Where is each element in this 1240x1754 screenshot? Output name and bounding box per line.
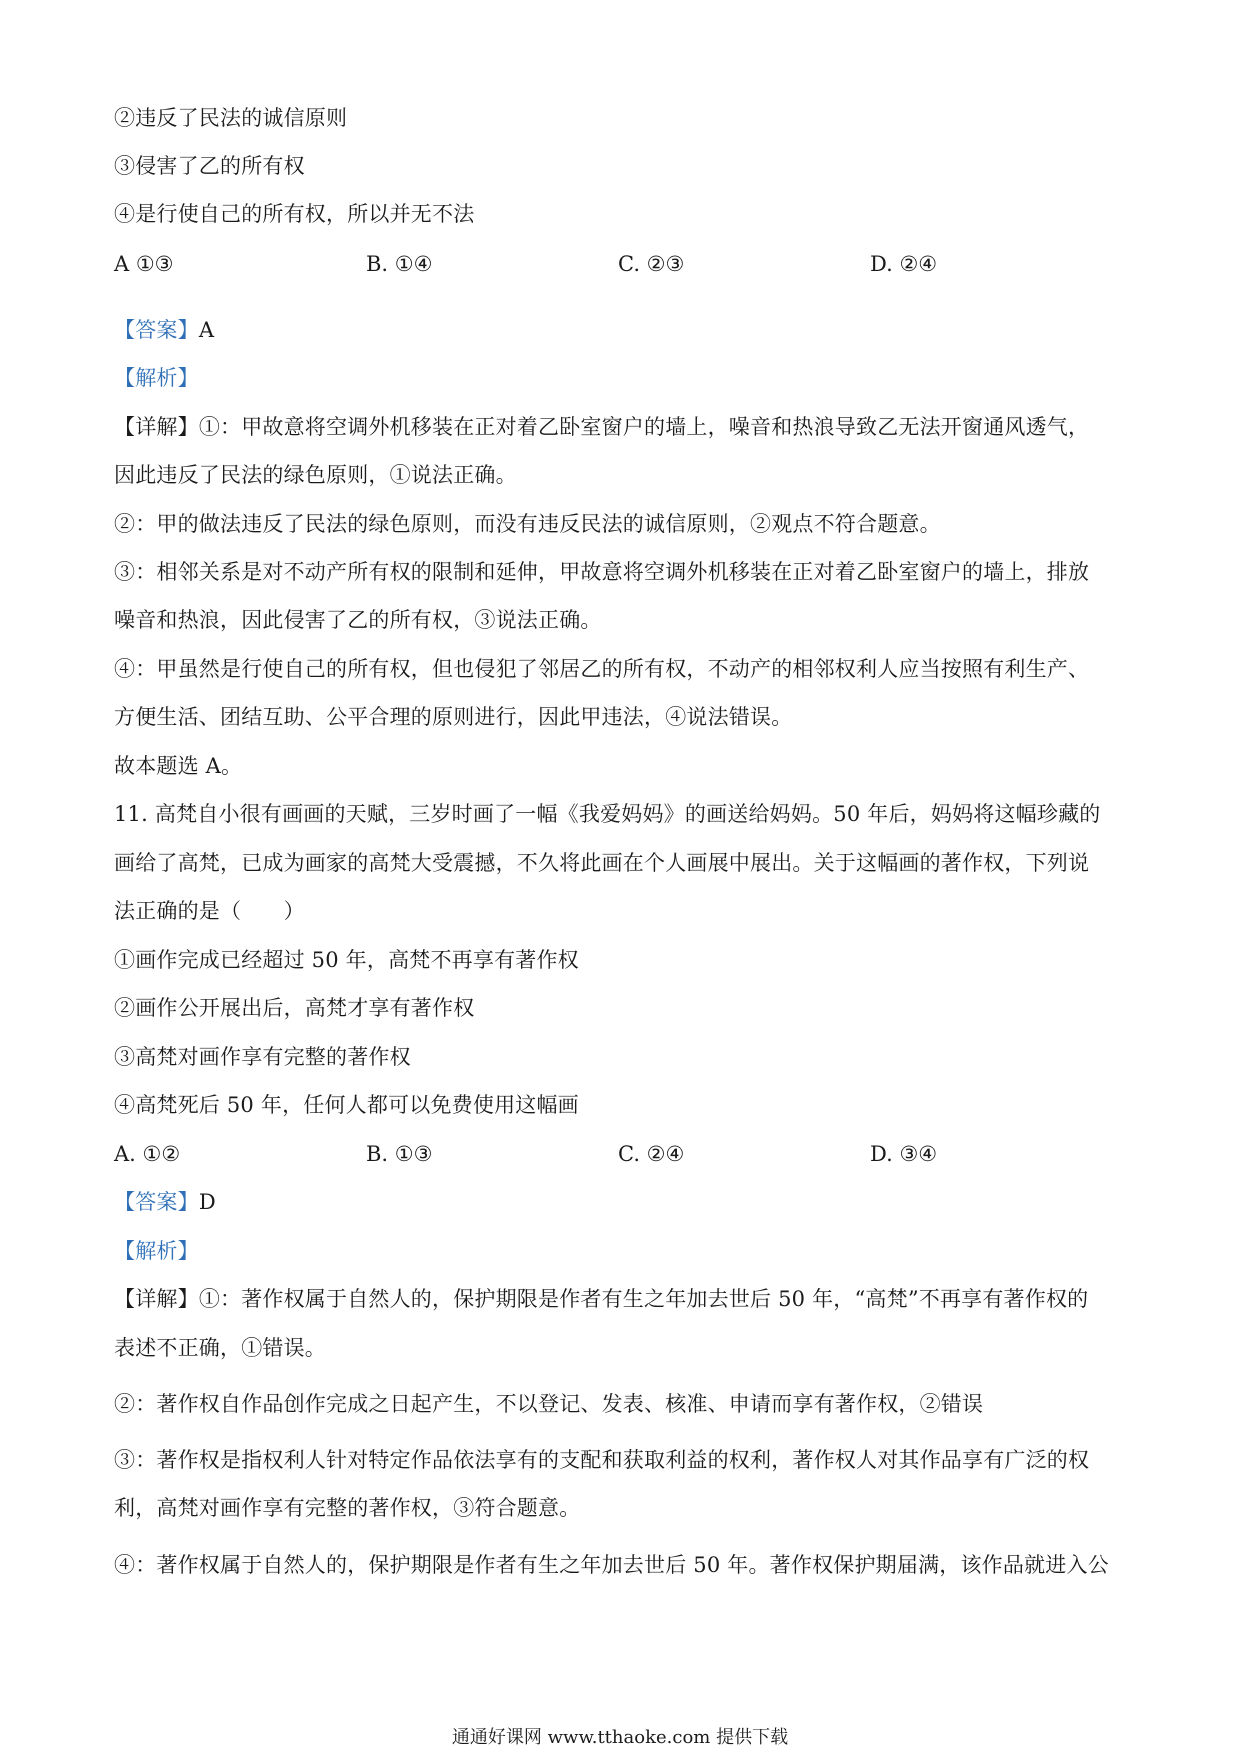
q10-conclusion: 故本题选 A。 [114,754,243,778]
q11-option-b: B. ①③ [366,1142,433,1166]
q11-detail-line: ④：著作权属于自然人的，保护期限是作者有生之年加去世后 50 年。著作权保护期届满，该作品就进入公 [114,1553,1109,1577]
q11-stem-line: 画给了高梵，已成为画家的高梵大受震撼，不久将此画在个人画展中展出。关于这幅画的著作权，下列说 [114,851,1090,875]
q11-stem-line: 11. 高梵自小很有画画的天赋，三岁时画了一幅《我爱妈妈》的画送给妈妈。50 年后，妈妈将这幅珍藏的 [114,802,1101,826]
q11-detail-line: 利，高梵对画作享有完整的著作权，③符合题意。 [114,1496,581,1520]
q10-detail-line: ②：甲的做法违反了民法的绿色原则，而没有违反民法的诚信原则，②观点不符合题意。 [114,512,941,536]
q10-option-a: A ①③ [114,252,174,276]
q11-analysis-tag: 【解析】 [114,1239,199,1263]
q10-option-b: B. ①④ [366,252,433,276]
detail-tag: 【详解】 [114,415,199,439]
detail-text: ①：甲故意将空调外机移装在正对着乙卧室窗户的墙上，噪音和热浪导致乙无法开窗通风透气， [198,415,1090,439]
q11-detail-line [114,1285,1088,1313]
q10-statement-3: ③侵害了乙的所有权 [114,154,305,178]
q10-detail-line: 方便生活、团结互助、公平合理的原则进行，因此甲违法，④说法错误。 [114,705,793,729]
q11-option-a: A. ①② [114,1142,181,1166]
answer-tag: 【答案】 [114,318,199,342]
q10-statement-4: ④是行使自己的所有权，所以并无不法 [114,202,475,226]
q10-answer [114,316,214,344]
q10-analysis-tag: 【解析】 [114,366,199,390]
q10-option-d: D. ②④ [870,252,938,276]
q11-detail-line: ②：著作权自作品创作完成之日起产生，不以登记、发表、核准、申请而享有著作权，②错误 [114,1392,984,1416]
detail-tag: 【详解】 [114,1287,199,1311]
q10-detail-line [114,413,1089,441]
q11-option-c: C. ②④ [618,1142,685,1166]
q11-statement-3: ③高梵对画作享有完整的著作权 [114,1045,411,1069]
q11-answer [114,1188,216,1216]
q10-detail-line: 噪音和热浪，因此侵害了乙的所有权，③说法正确。 [114,608,602,632]
q10-statement-2: ②违反了民法的诚信原则 [114,106,348,130]
answer-tag: 【答案】 [114,1190,199,1214]
answer-value: D [198,1190,216,1214]
q10-detail-line: 因此违反了民法的绿色原则，①说法正确。 [114,463,517,487]
q11-option-d: D. ③④ [870,1142,938,1166]
q11-stem-line: 法正确的是（ ） [114,899,305,923]
q11-statement-2: ②画作公开展出后，高梵才享有著作权 [114,996,475,1020]
q11-detail-line: 表述不正确，①错误。 [114,1336,326,1360]
q11-statement-4: ④高梵死后 50 年，任何人都可以免费使用这幅画 [114,1093,579,1117]
answer-value: A [198,318,215,342]
q10-detail-line: ④：甲虽然是行使自己的所有权，但也侵犯了邻居乙的所有权，不动产的相邻权利人应当按照有利生产、 [114,657,1090,681]
q11-detail-line: ③：著作权是指权利人针对特定作品依法享有的支配和获取利益的权利，著作权人对其作品享有广泛的权 [114,1448,1090,1472]
q10-option-c: C. ②③ [618,252,685,276]
detail-text: ①：著作权属于自然人的，保护期限是作者有生之年加去世后 50 年，“高梵”不再享有著作权的 [198,1287,1089,1311]
q10-detail-line: ③：相邻关系是对不动产所有权的限制和延伸，甲故意将空调外机移装在正对着乙卧室窗户的墙上，排放 [114,560,1090,584]
q11-statement-1: ①画作完成已经超过 50 年，高梵不再享有著作权 [114,948,579,972]
page-footer: 通通好课网 www.tthaoke.com 提供下载 [451,1727,789,1748]
